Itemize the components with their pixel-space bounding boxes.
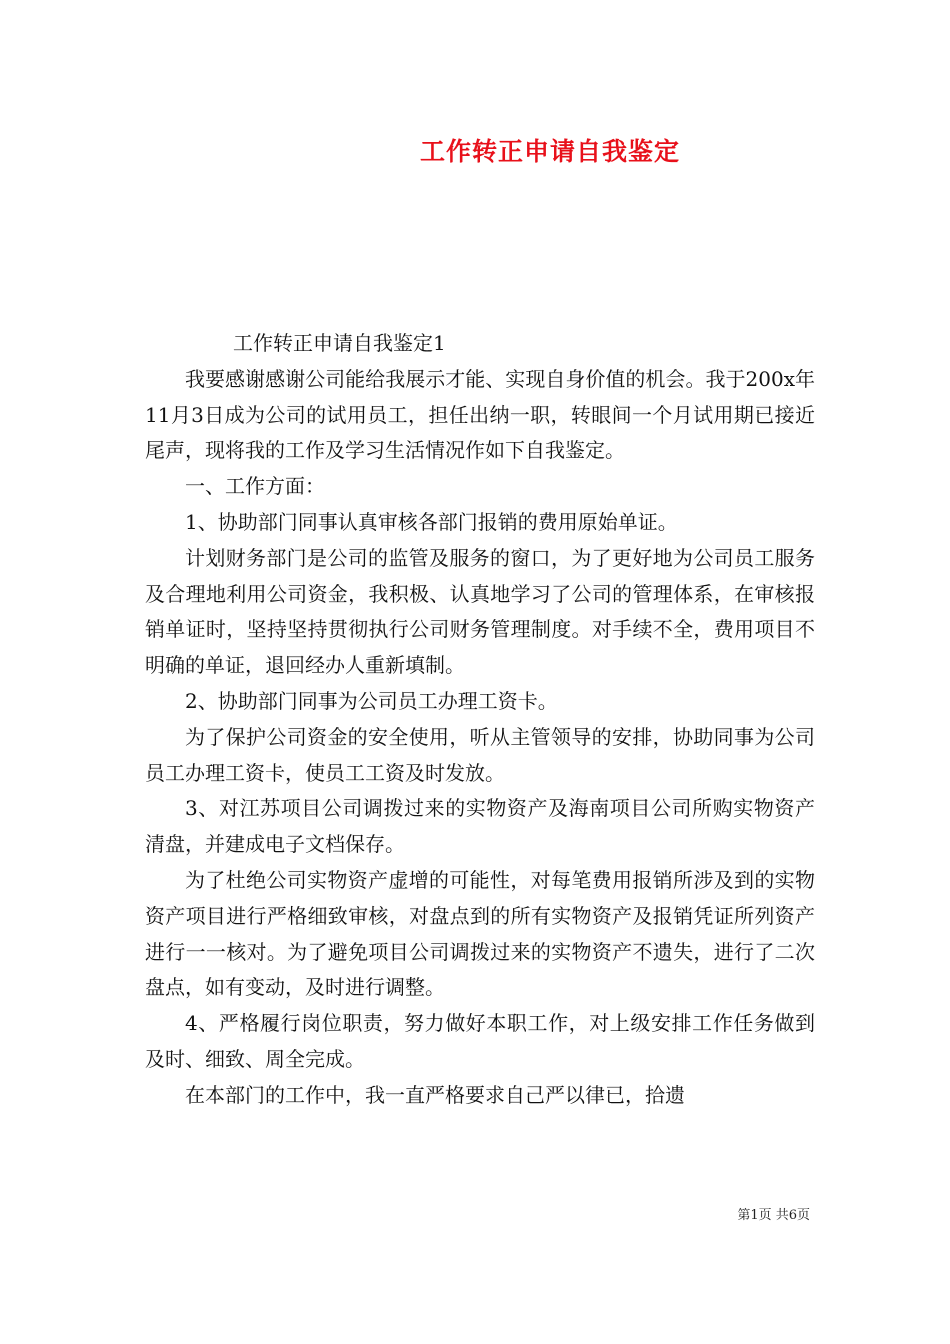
paragraph-item-2: 2、协助部门同事为公司员工办理工资卡。 <box>185 688 558 713</box>
section-heading: 工作转正申请自我鉴定1 <box>233 331 446 355</box>
paragraph-item-3-detail: 为了杜绝公司实物资产虚增的可能性，对每笔费用报销所涉及到的实物资产项目进行严格细致审核，对盘点到的所有实物资产及报销凭证所列资产进行一一核对。为了避免项目公司调拨过来的实物资产不遗失，进行了二次盘点，如有变动，及时进行调整。 <box>145 867 815 1000</box>
paragraph-item-4: 4、严格履行岗位职责，努力做好本职工作，对上级安排工作任务做到及时、细致、周全完成。 <box>145 1011 815 1071</box>
paragraph-intro: 我要感谢感谢公司能给我展示才能、实现自身价值的机会。我于200x年11月3日成为公司的试用员工，担任出纳一职，转眼间一个月试用期已接近尾声，现将我的工作及学习生活情况作如下自我鉴定。 <box>145 366 815 463</box>
document-body <box>145 326 815 1114</box>
paragraph-item-4-detail: 在本部门的工作中，我一直严格要求自己严以律已，拾遗 <box>185 1082 685 1107</box>
paragraph-item-2-detail: 为了保护公司资金的安全使用，听从主管领导的安排，协助同事为公司员工办理工资卡，使员工工资及时发放。 <box>145 724 815 785</box>
paragraph-item-3: 3、对江苏项目公司调拨过来的实物资产及海南项目公司所购实物资产清盘，并建成电子文档保存。 <box>145 796 815 857</box>
paragraph-heading-work: 一、工作方面： <box>185 474 325 499</box>
page-number: 第1页 共6页 <box>737 1208 810 1223</box>
document-title: 工作转正申请自我鉴定 <box>419 137 680 166</box>
paragraph-item-1-detail: 计划财务部门是公司的监管及服务的窗口，为了更好地为公司员工服务及合理地利用公司资金，我积极、认真地学习了公司的管理体系，在审核报销单证时，坚持坚持贯彻执行公司财务管理制度。对手续不全，费用项目不明确的单证，退回经办人重新填制。 <box>145 545 815 678</box>
paragraph-item-1: 1、协助部门同事认真审核各部门报销的费用原始单证。 <box>185 509 678 534</box>
